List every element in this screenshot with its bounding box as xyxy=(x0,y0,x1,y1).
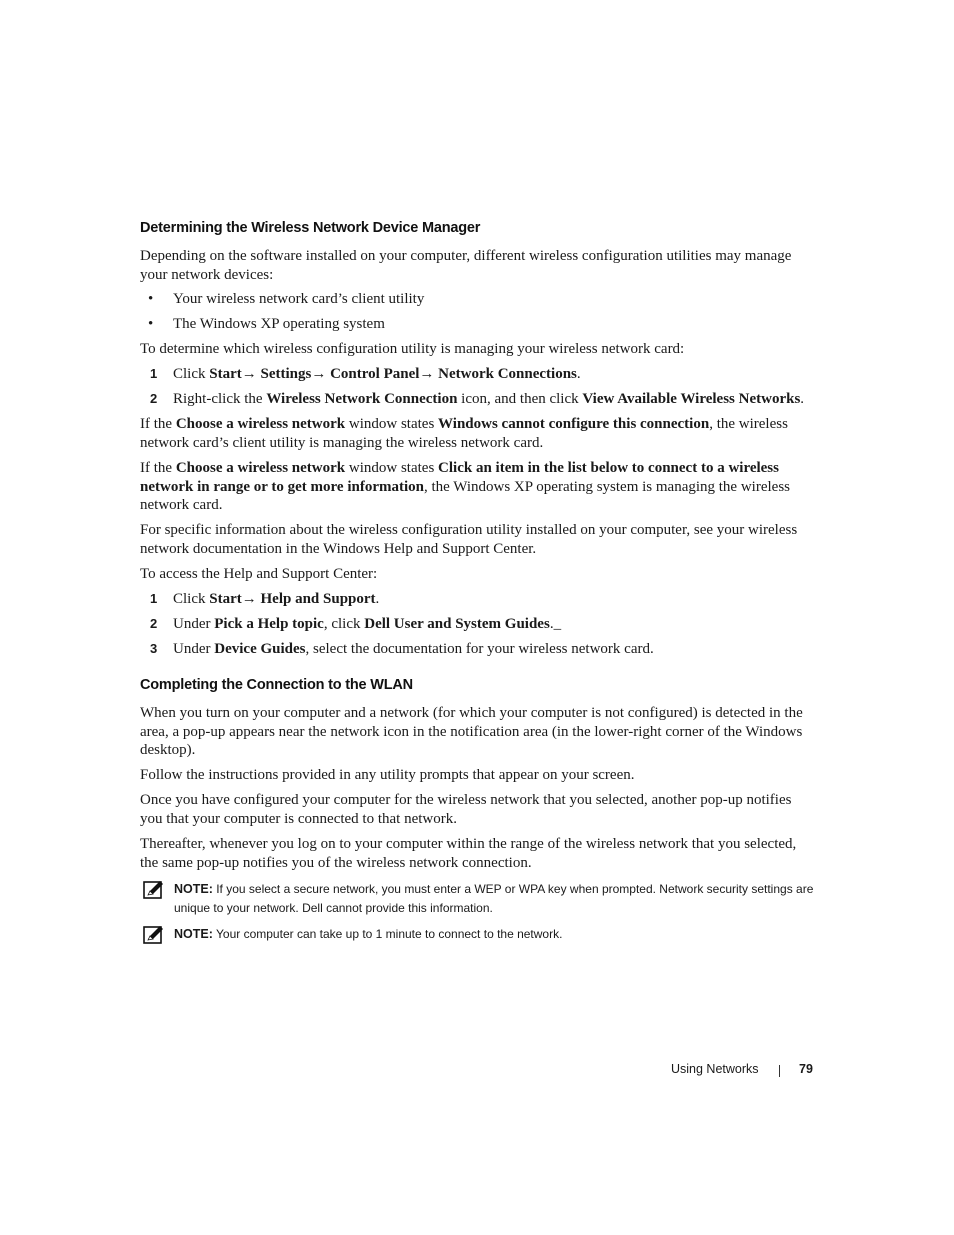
page-number: 79 xyxy=(799,1062,813,1076)
step-open-network-connections: Click Start→ Settings→ Control Panel→ Network Connections. xyxy=(173,366,581,382)
section-heading-completing-connection: Completing the Connection to the WLAN xyxy=(140,677,413,693)
step-pick-help-topic: Under Pick a Help topic, click Dell User and System Guides._ xyxy=(173,616,562,632)
step-number: 2 xyxy=(150,616,158,631)
access-help-paragraph: To access the Help and Support Center: xyxy=(140,566,378,582)
bullet-item-windows-xp: The Windows XP operating system xyxy=(173,316,385,332)
step-device-guides: Under Device Guides, select the documentation for your wireless network card. xyxy=(173,641,654,657)
configured-paragraph: Once you have configured your computer for the wireless network that you selected, another pop-up notifies you that your computer is connected to that network. xyxy=(140,792,792,827)
paragraph-windows-xp-case: If the Choose a wireless network window states Click an item in the list below to connect to a wireless network in range or to get more information, the Windows XP operating system is managing the wireless network card. xyxy=(140,460,790,514)
intro-paragraph: Depending on the software installed on your computer, different wireless configuration utilities may manage your network devices: xyxy=(140,248,792,283)
step-number: 3 xyxy=(150,641,158,656)
step-view-wireless-networks: Right-click the Wireless Network Connection icon, and then click View Available Wireless Networks. xyxy=(173,391,805,407)
section-heading-device-manager: Determining the Wireless Network Device Manager xyxy=(140,220,481,236)
bullet-item-client-utility: Your wireless network card’s client utility xyxy=(173,291,425,307)
follow-instructions-paragraph: Follow the instructions provided in any utility prompts that appear on your screen. xyxy=(140,767,635,783)
step-number: 1 xyxy=(150,366,158,381)
bullet-marker: • xyxy=(148,291,154,307)
bullet-marker: • xyxy=(148,316,154,332)
footer-section-name: Using Networks xyxy=(671,1062,759,1076)
determine-paragraph: To determine which wireless configuration utility is managing your wireless network card: xyxy=(140,341,685,357)
note-connect-time: NOTE: Your computer can take up to 1 minute to connect to the network. xyxy=(174,927,563,941)
step-number: 1 xyxy=(150,591,158,606)
popup-detection-paragraph: When you turn on your computer and a network (for which your computer is not configured) is detected in the area, a pop-up appears near the network icon in the notification area (in the lower-right corner of the Windows desktop). xyxy=(140,705,803,759)
note-pencil-icon xyxy=(143,925,165,945)
thereafter-paragraph: Thereafter, whenever you log on to your computer within the range of the wireless network that you selected, the same pop-up notifies you of the wireless network connection. xyxy=(140,836,797,871)
specific-info-paragraph: For specific information about the wireless configuration utility installed on your computer, see your wireless network documentation in the Windows Help and Support Center. xyxy=(140,522,798,557)
footer-divider xyxy=(779,1065,780,1077)
note-secure-network: NOTE: If you select a secure network, you must enter a WEP or WPA key when prompted. Network security settings are unique to your network. Dell cannot provide this information. xyxy=(174,882,814,915)
step-open-help-support: Click Start→ Help and Support. xyxy=(173,591,380,607)
note-pencil-icon xyxy=(143,880,165,900)
step-number: 2 xyxy=(150,391,158,406)
paragraph-client-utility-case: If the Choose a wireless network window states Windows cannot configure this connection, the wireless network card’s client utility is managing the wireless network card. xyxy=(140,416,788,451)
